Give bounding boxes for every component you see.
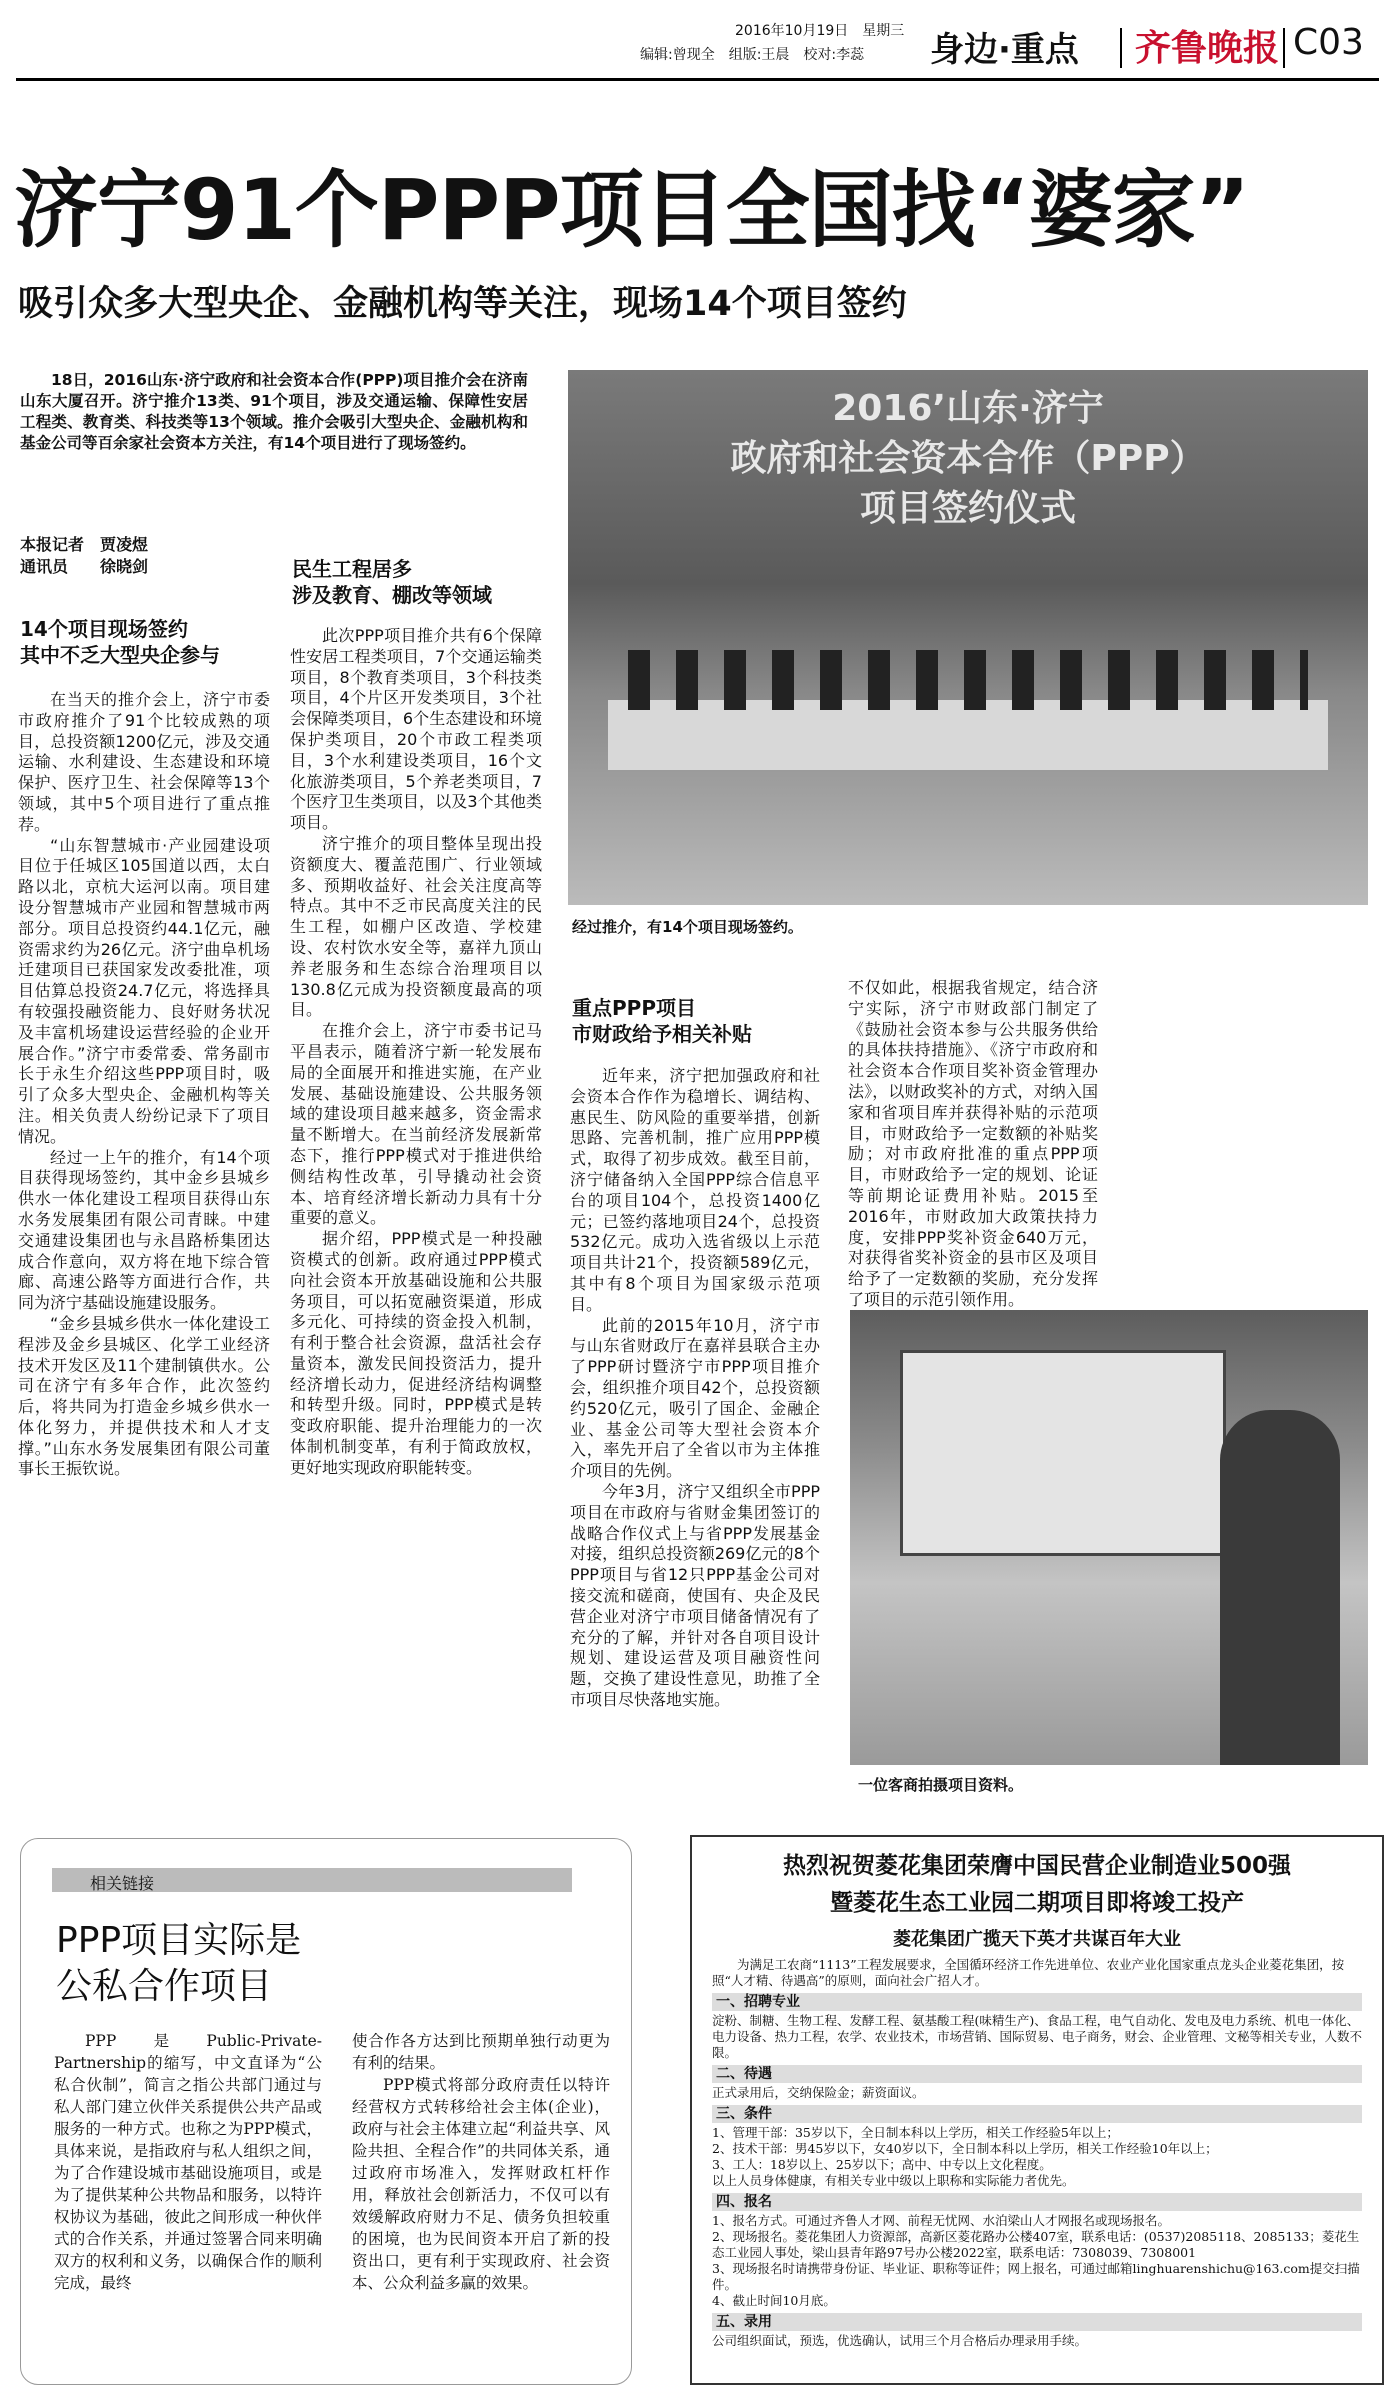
divider bbox=[1120, 28, 1122, 68]
sidebar-title: PPP项目实际是 公私合作项目 bbox=[56, 1920, 302, 2007]
signing-ceremony-photo bbox=[568, 370, 1368, 905]
section1-body: 在当天的推介会上，济宁市委市政府推介了91个比较成熟的项目，总投资额1200亿元，涉及交通运输、水利建设、生态建设和环境保护、医疗卫生、社会保障等13个领域，其中5个项目进行了重点推荐。 “山东智慧城市·产业园建设项目位于任城区105国道以西，太白路以北，京杭大运河以南。项目建设分智慧城市产业园和智慧城市两部分。项目总投资约44.1亿元，融资需求约为26亿元。济宁曲阜机场迁建项目已获国家发改委批准，项目估算总投资24.7亿元，将选择具有较强投融资能力、良好财务状况及丰富机场建设运营经验的企业开展合作。”济宁市委常委、常务副市长于永生介绍这些PPP项目时，吸引了众多大型央企、金融机构等关注。相关负责人纷纷记录下了项目情况。 经过一上午的推介，有14个项目获得现场签约，其中金乡县城乡供水一体化建设工程项目获得山东水务发展集团有限公司青睐。中建交通建设集团也与永昌路桥集团达成合作意向，双方将在地下综合管廊、高速公路等方面进行合作，共同为济宁基础设施建设服务。 “金乡县城乡供水一体化建设工程涉及金乡县城区、化学工业经济技术开发区及11个建制镇供水。公司在济宁有多年合作，此次签约后，将共同为打造金乡城乡供水一体化努力，并提供技术和人才支撑。”山东水务发展集团有限公司董事长王振钦说。 bbox=[18, 690, 270, 1479]
ad-section-heading: 五、录用 bbox=[712, 2313, 1362, 2331]
sidebar-body-right: 使合作各方达到比预期单独行动更为有利的结果。 PPP模式将部分政府责任以特许经营权方式转移给社会主体(企业)，政府与社会主体建立起“利益共享、风险共担、全程合作”的共同体关系，通过政府市场准入，发挥财政杠杆作用，释放社会创新活力，不仅可以有效缓解政府财力不足、债务负担较重的困境，也为民间资本开启了新的投资出口，更有利于实现政府、社会资本、公众利益多赢的效果。 bbox=[352, 2032, 610, 2292]
header-editors: 编辑:曾现全 组版:王晨 校对:李蕊 bbox=[640, 47, 865, 63]
lead-paragraph: 18日，2016山东·济宁政府和社会资本合作(PPP)项目推介会在济南山东大厦召开。济宁推介13类、91个项目，涉及交通运输、保障性安居工程类、教育类、科技类等13个领域。推介会吸引大型央企、金融机构和基金公司等百余家社会资本方关注，有14个项目进行了现场签约。 bbox=[20, 371, 528, 452]
recruitment-ad: 热烈祝贺菱花集团荣膺中国民营企业制造业500强 暨菱花生态工业园二期项目即将竣工投产 菱花集团广揽天下英才共谋百年大业 为满足工农商“1113”工程发展要求，全国循环经济工作先进单位、农业产业化国家重点龙头企业菱花集团，按照“人才精、待遇高”的原则，面向社会广招人才。 一、招聘专业 淀粉、制糖、生物工程、发酵工程、氨基酸工程(味精生产)、食品工程，电气自动化、发电及电力系统、机电一体化、电力设备、热力工程，农学、农业技术，市场营销、国际贸易、电子商务，财会、企业管理、文秘等相关专业，人数不限。 二、待遇 正式录用后，交纳保险金；薪资面议。 三、条件 1、管理干部：35岁以下，全日制本科以上学历，相关工作经验5年以上； 2、技术干部：男45岁以下，女40岁以下，全日制本科以上学历，相关工作经验10年以上； 3、工人：18岁以上、25岁以下；高中、中专以上文化程度。 以上人员身体健康，有相关专业中级以上职称和实际能力者优先。 四、报名 1、报名方式。可通过齐鲁人才网、前程无忧网、水泊梁山人才网报名或现场报名。 2、现场报名。菱花集团人力资源部，高新区菱花路办公楼407室，联系电话：(0537)2085118、2085133；菱花生态工业园人事处，梁山县青年路97号办公楼2022室，联系电话：7308039、7308001 3、现场报名时请携带身份证、毕业证、职称等证件；网上报名，可通过邮箱linghuarenshichu@163.com提交扫描件。 4、截止时间10月底。 五、录用 公司组织面试，预选，优选确认，试用三个月合格后办理录用手续。 bbox=[690, 1835, 1384, 2385]
ad-title-1: 热烈祝贺菱花集团荣膺中国民营企业制造业500强 bbox=[782, 1853, 1291, 1879]
byline-correspondent: 通讯员 徐晓剑 bbox=[20, 557, 149, 576]
ad-section-heading: 三、条件 bbox=[712, 2105, 1362, 2123]
header-rule bbox=[16, 78, 1379, 81]
section2-body: 此次PPP项目推介共有6个保障性安居工程类项目，7个交通运输类项目，8个教育类项目，3个科技类项目，4个片区开发类项目，3个社会保障类项目，6个生态建设和环境保护类项目，20个市政工程类项目，3个水利建设类项目，16个文化旅游类项目，5个养老类项目，7个医疗卫生类项目，以及3个其他类项目。 济宁推介的项目整体呈现出投资额度大、覆盖范围广、行业领域多、预期收益好、社会关注度高等特点。其中不乏市民高度关注的民生工程，如棚户区改造、学校建设、农村饮水安全等，嘉祥九顶山养老服务和生态综合治理项目以130.8亿元成为投资额度最高的项目。 在推介会上，济宁市委书记马平昌表示，随着济宁新一轮发展布局的全面展开和推进实施，在产业发展、基础设施建设、公共服务领域的建设项目越来越多，资金需求量不断增大。在当前经济发展新常态下，推行PPP模式对于推进供给侧结构性改革，引导撬动社会资本、培育经济增长新动力具有十分重要的意义。 据介绍，PPP模式是一种投融资模式的创新。政府通过PPP模式向社会资本开放基础设施和公共服务项目，可以拓宽融资渠道，形成多元化、可持续的资金投入机制，有利于整合社会资源，盘活社会存量资本，激发民间投资活力，提升经济增长动力，促进经济结构调整和转型升级。同时，PPP模式是转变政府职能、提升治理能力的一次体制机制变革，有利于简政放权，更好地实现政府职能转变。 bbox=[290, 626, 542, 1477]
header-date: 2016年10月19日 星期三 bbox=[735, 23, 905, 39]
ad-slogan: 菱花集团广揽天下英才共谋百年大业 bbox=[893, 1929, 1181, 1950]
sidebar-body-left: PPP是Public-Private-Partnership的缩写，中文直译为“公私合伙制”，简言之指公共部门通过与私人部门建立伙伴关系提供公共产品或服务的一种方式。也称之为PPP模式，具体来说，是指政府与私人组织之间，为了合作建设城市基础设施项目，或是为了提供某种公共物品和服务，以特许权协议为基础，彼此之间形成一种伙伴式的合作关系，并通过签署合同来明确双方的权利和义务，以确保合作的顺利完成，最终 bbox=[54, 2032, 322, 2292]
section3-heading: 重点PPP项目 市财政给予相关补贴 bbox=[572, 996, 752, 1046]
photo2-caption: 一位客商拍摄项目资料。 bbox=[858, 1776, 1024, 1794]
exhibition-photo bbox=[850, 1310, 1368, 1765]
section1-heading: 14个项目现场签约 其中不乏大型央企参与 bbox=[20, 617, 220, 667]
headline: 济宁91个PPP项目全国找“婆家” bbox=[14, 161, 1250, 259]
section-title: 身边·重点 bbox=[930, 30, 1079, 70]
ad-section-heading: 二、待遇 bbox=[712, 2065, 1362, 2083]
display-board bbox=[900, 1350, 1226, 1556]
signing-table bbox=[608, 700, 1328, 770]
subheadline: 吸引众多大型央企、金融机构等关注，现场14个项目签约 bbox=[18, 284, 907, 324]
ad-section-heading: 四、报名 bbox=[712, 2193, 1362, 2211]
ad-section-heading: 一、招聘专业 bbox=[712, 1993, 1362, 2011]
section3-body-col4: 不仅如此，根据我省规定，结合济宁实际，济宁市财政部门制定了《鼓励社会资本参与公共服务供给的具体扶持措施》、《济宁市政府和社会资本合作项目奖补资金管理办法》，以财政奖补的方式，对纳入国家和省项目库并获得补贴的示范项目，市财政给予一定数额的补贴奖励；对市政府批准的重点PPP项目，市财政给予一定的规划、论证等前期论证费用补贴。2015至2016年，市财政加大政策扶持力度，安排PPP奖补资金640万元，对获得省奖补资金的县市区及项目给予了一定数额的奖励，充分发挥了项目的示范引领作用。 bbox=[848, 978, 1098, 1309]
paper-logo: 齐鲁晚报 bbox=[1135, 27, 1280, 69]
photo1-caption: 经过推介，有14个项目现场签约。 bbox=[572, 918, 803, 936]
ad-intro: 为满足工农商“1113”工程发展要求，全国循环经济工作先进单位、农业产业化国家重点龙头企业菱花集团，按照“人才精、待遇高”的原则，面向社会广招人才。 bbox=[712, 1957, 1345, 1988]
section2-heading: 民生工程居多 涉及教育、棚改等领域 bbox=[292, 557, 492, 607]
divider bbox=[1283, 28, 1285, 68]
byline-reporter: 本报记者 贾凌煜 bbox=[20, 535, 149, 554]
related-link-label: 相关链接 bbox=[90, 1874, 155, 1893]
people-row bbox=[628, 650, 1308, 710]
ad-title-2: 暨菱花生态工业园二期项目即将竣工投产 bbox=[830, 1890, 1244, 1916]
photographer-figure bbox=[1220, 1410, 1340, 1765]
stage-banner-text: 2016’山东·济宁 政府和社会资本合作（PPP） 项目签约仪式 bbox=[730, 388, 1206, 529]
page-number: C03 bbox=[1293, 22, 1364, 63]
section3-body-col3: 近年来，济宁把加强政府和社会资本合作作为稳增长、调结构、惠民生、防风险的重要举措，创新思路、完善机制，推广应用PPP模式，取得了初步成效。截至目前，济宁储备纳入全国PPP综合信息平台的项目104个，总投资1400亿元；已签约落地项目24个，总投资532亿元。成功入选省级以上示范项目共计21个，投资额589亿元，其中有8个项目为国家级示范项目。 此前的2015年10月，济宁市与山东省财政厅在嘉祥县联合主办了PPP研讨暨济宁市PPP项目推介会，组织推介项目42个，总投资额约520亿元，吸引了国企、金融企业、基金公司等大型社会资本介入，率先开启了全省以市为主体推介项目的先例。 今年3月，济宁又组织全市PPP项目在市政府与省财金集团签订的战略合作仪式上与省PPP发展基金对接，组织总投资额269亿元的8个PPP项目与省12只PPP基金公司对接交流和磋商，使国有、央企及民营企业对济宁市项目储备情况有了充分的了解，并针对各自项目设计规划、建设运营及项目融资性问题，交换了建设性意见，助推了全市项目尽快落地实施。 bbox=[570, 1066, 820, 1709]
